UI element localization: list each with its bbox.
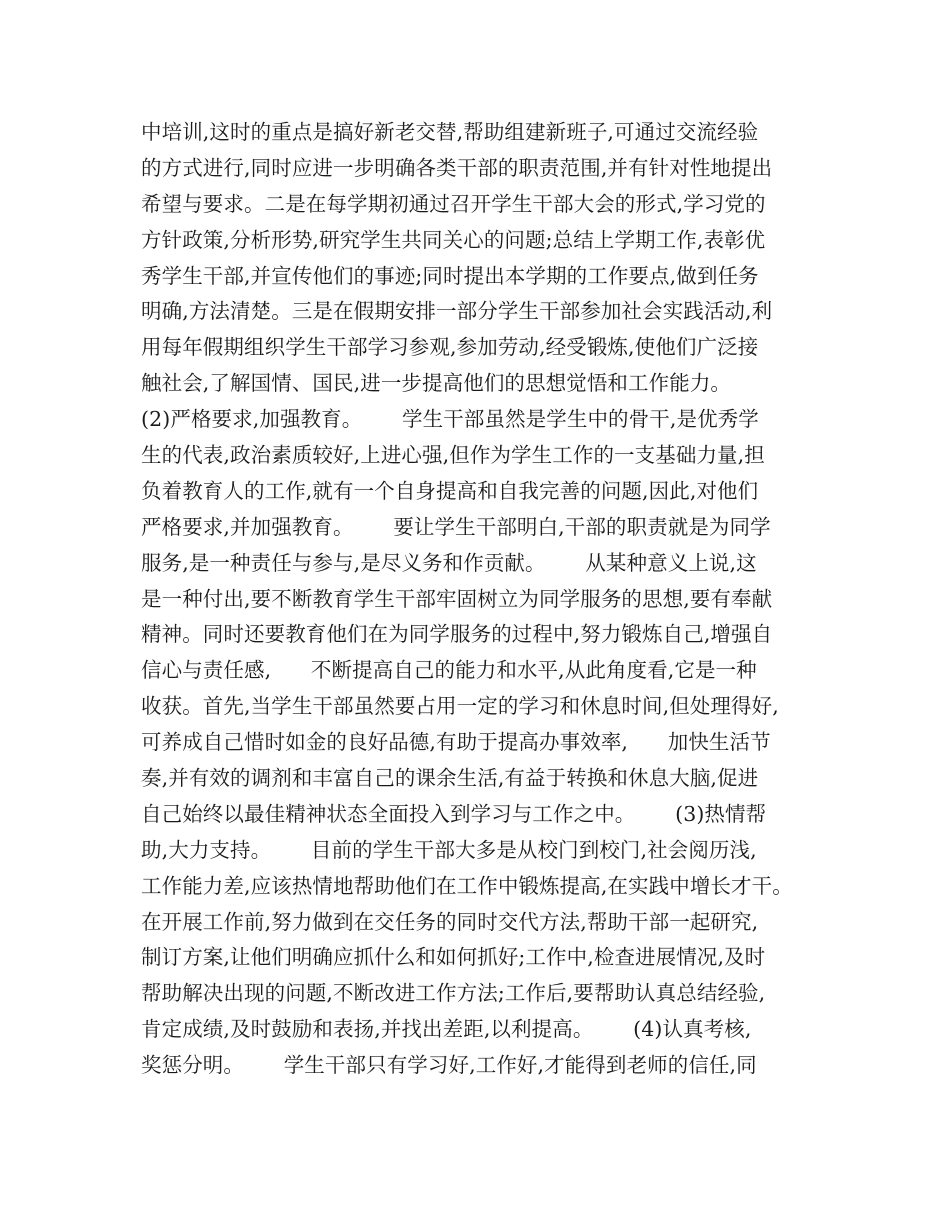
text-line: 精神。同时还要教育他们在为同学服务的过程中,努力锻炼自己,增强自 [141,622,773,647]
text-line: 服务,是一种责任与参与,是尽义务和作贡献。 从某种意义上说,这 [141,550,757,575]
text-line: 制订方案,让他们明确应抓什么和如何抓好;工作中,检查进展情况,及时 [141,945,766,970]
text-line: 方针政策,分析形势,研究学生共同关心的问题;总结上学期工作,表彰优 [141,227,766,252]
text-line: 秀学生干部,并宣传他们的事迹;同时提出本学期的工作要点,做到任务 [141,263,759,288]
text-line: 肯定成绩,及时鼓励和表扬,并找出差距,以利提高。 (4)认真考核, [141,1017,752,1042]
text-line: 奖惩分明。 学生干部只有学习好,工作好,才能得到老师的信任,同 [141,1053,757,1078]
text-line: 的方式进行,同时应进一步明确各类干部的职责范围,并有针对性地提出 [141,155,773,180]
text-line: 希望与要求。二是在每学期初通过召开学生干部大会的形式,学习党的 [141,191,766,216]
text-line: 帮助解决出现的问题,不断改进工作方法;工作后,要帮助认真总结经验, [141,981,766,1006]
text-line: 触社会,了解国情、国民,进一步提高他们的思想觉悟和工作能力。 [141,371,732,396]
text-line: 用每年假期组织学生干部学习参观,参加劳动,经受锻炼,使他们广泛接 [141,335,759,360]
text-line: (2)严格要求,加强教育。 学生干部虽然是学生中的骨干,是优秀学 [141,407,759,432]
text-line: 助,大力支持。 目前的学生干部大多是从校门到校门,社会阅历浅, [141,837,757,862]
text-line: 在开展工作前,努力做到在交任务的同时交代方法,帮助干部一起研究, [141,909,759,934]
text-line: 是一种付出,要不断教育学生干部牢固树立为同学服务的思想,要有奉献 [141,586,773,611]
text-line: 工作能力差,应该热情地帮助他们在工作中锻炼提高,在实践中增长才干。 [141,873,793,898]
text-line: 可养成自己惜时如金的良好品德,有助于提高办事效率, 加快生活节 [141,730,771,755]
text-line: 负着教育人的工作,就有一个自身提高和自我完善的问题,因此,对他们 [141,478,759,503]
text-line: 自己始终以最佳精神状态全面投入到学习与工作之中。 (3)热情帮 [141,801,767,826]
text-line: 奏,并有效的调剂和丰富自己的课余生活,有益于转换和休息大脑,促进 [141,766,759,791]
text-line: 中培训,这时的重点是搞好新老交替,帮助组建新班子,可通过交流经验 [141,120,759,144]
text-line: 信心与责任感, 不断提高自己的能力和水平,从此角度看,它是一种 [141,658,757,683]
text-line: 收获。首先,当学生干部虽然要占用一定的学习和休息时间,但处理得好, [141,694,779,719]
text-line: 生的代表,政治素质较好,上进心强,但作为学生工作的一支基础力量,担 [141,443,765,468]
body-text [141,115,821,1084]
text-line: 严格要求,并加强教育。 要让学生干部明白,干部的职责就是为同学 [141,514,771,539]
text-line: 明确,方法清楚。三是在假期安排一部分学生干部参加社会实践活动,利 [141,299,773,324]
